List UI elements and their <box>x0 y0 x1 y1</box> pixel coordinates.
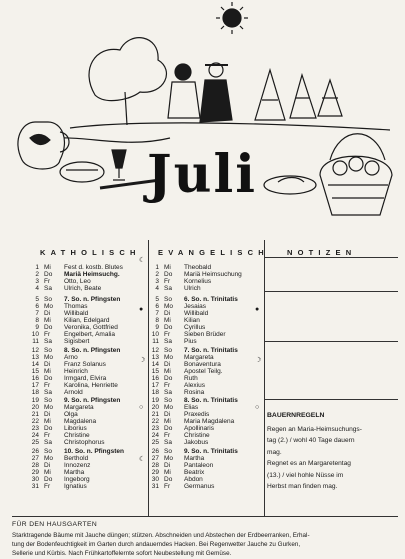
day-row <box>30 382 120 389</box>
day-row <box>150 375 238 382</box>
day-number: 5 <box>35 296 39 303</box>
day-row <box>30 411 120 418</box>
day-name: Praxedis <box>184 411 210 418</box>
day-row <box>30 317 120 324</box>
day-number: 1 <box>155 264 159 271</box>
day-number: 9 <box>155 324 159 331</box>
bauernregeln-line: tag (2.) / wohl 40 Tage dauern <box>267 437 355 444</box>
day-number: 11 <box>152 338 159 345</box>
day-row <box>30 285 123 292</box>
day-row <box>150 455 238 462</box>
day-name: Ignatius <box>64 483 87 490</box>
day-number: 31 <box>31 483 39 490</box>
day-name: Mariä Heimsuchg. <box>64 271 120 278</box>
week-block <box>30 264 123 292</box>
day-number: 22 <box>31 418 39 425</box>
day-name: Rosina <box>184 389 205 396</box>
day-row <box>150 278 242 285</box>
day-row <box>150 411 238 418</box>
day-name: Pantaleon <box>184 462 214 469</box>
day-name: Ruth <box>184 375 198 382</box>
day-name: Alexius <box>184 382 205 389</box>
day-row <box>150 361 238 368</box>
weekday: Fr <box>164 483 171 490</box>
day-number: 2 <box>155 271 159 278</box>
day-name: Kornelius <box>184 278 212 285</box>
day-name: Thomas <box>64 303 88 310</box>
day-number: 3 <box>35 278 39 285</box>
day-number: 16 <box>31 375 39 382</box>
day-name: Otto, Leo <box>64 278 91 285</box>
notes-rule <box>264 291 398 292</box>
day-name: Christine <box>64 432 90 439</box>
day-number: 7 <box>35 310 39 317</box>
weekday: Mo <box>44 303 54 310</box>
day-name: 7. So. n. Trinitatis <box>184 347 238 354</box>
day-row <box>30 278 123 285</box>
weekday: So <box>44 296 52 303</box>
moon-phase-icon: ☽ <box>139 357 146 364</box>
day-name: Karolina, Henriette <box>64 382 118 389</box>
day-row <box>150 347 238 354</box>
day-row <box>150 317 238 324</box>
day-name: Christine <box>184 432 210 439</box>
day-name: Veronika, Gottfried <box>64 324 118 331</box>
day-name: Ulrich, Beate <box>64 285 102 292</box>
notes-rule <box>264 341 398 342</box>
day-name: Willibald <box>64 310 89 317</box>
weekday: Mi <box>164 368 171 375</box>
day-number: 8 <box>35 317 39 324</box>
bread-icon <box>60 162 104 182</box>
day-name: Heinrich <box>64 368 88 375</box>
day-number: 7 <box>155 310 159 317</box>
weekday: Do <box>44 324 53 331</box>
bauernregeln-line: Regnet es an Margaretentag <box>267 460 351 467</box>
day-number: 1 <box>35 264 39 271</box>
day-name: Theobald <box>184 264 212 271</box>
weekday: Mi <box>44 317 51 324</box>
day-number: 2 <box>35 271 39 278</box>
day-row <box>30 404 120 411</box>
day-name: 9. So. n. Pfingsten <box>64 397 121 404</box>
day-name: 9. So. n. Trinitatis <box>184 448 238 455</box>
day-row <box>30 462 124 469</box>
weekday: Di <box>44 310 51 317</box>
week-block <box>30 347 120 396</box>
day-name: Margareta <box>64 404 94 411</box>
weekday: So <box>164 448 172 455</box>
day-number: 28 <box>31 462 39 469</box>
moon-phase-icon: ● <box>139 306 144 313</box>
weekday: Mo <box>44 354 54 361</box>
day-name: Kilian, Edelgard <box>64 317 110 324</box>
weekday: So <box>164 296 172 303</box>
day-number: 12 <box>151 347 159 354</box>
day-number: 24 <box>151 432 159 439</box>
day-name: Franz Solanus <box>64 361 106 368</box>
moon-phase-icon: ☾ <box>139 257 146 264</box>
week-block <box>150 296 238 345</box>
day-name: Christophorus <box>64 439 105 446</box>
day-row <box>150 432 238 439</box>
day-name: Maria Magdalena <box>184 418 235 425</box>
day-name: 8. So. n. Trinitatis <box>184 397 238 404</box>
day-row <box>150 331 238 338</box>
weekday: Mo <box>44 455 54 462</box>
month-title: Juli <box>147 144 257 205</box>
day-name: Magdalena <box>64 418 97 425</box>
day-number: 6 <box>35 303 39 310</box>
weekday: Sa <box>44 338 52 345</box>
moon-phase-icon: ○ <box>255 404 260 411</box>
day-row <box>150 448 238 455</box>
day-number: 20 <box>31 404 39 411</box>
day-row <box>30 389 120 396</box>
header-katholisch: KATHOLISCH <box>40 248 141 257</box>
day-row <box>150 324 238 331</box>
plate-icon <box>264 176 316 194</box>
weekday: Di <box>164 361 171 368</box>
day-number: 10 <box>151 331 159 338</box>
weekday: Di <box>164 310 171 317</box>
week-block <box>150 448 238 490</box>
day-row <box>30 439 120 446</box>
day-number: 13 <box>31 354 39 361</box>
day-row <box>30 264 123 271</box>
day-name: Martha <box>184 455 205 462</box>
day-row <box>150 303 238 310</box>
bauernregeln-line: mag. <box>267 448 282 456</box>
day-number: 15 <box>151 368 159 375</box>
weekday: Fr <box>44 483 51 490</box>
day-row <box>30 361 120 368</box>
day-name: Irmgard, Elvira <box>64 375 107 382</box>
day-number: 6 <box>155 303 159 310</box>
weekday: Fr <box>164 432 171 439</box>
bauernregeln-title: BAUERNREGELN <box>267 412 325 419</box>
week-block <box>150 264 242 292</box>
weekday: Sa <box>164 439 172 446</box>
day-row <box>150 462 238 469</box>
weekday: Mi <box>44 418 51 425</box>
day-row <box>150 476 238 483</box>
weekday: So <box>44 347 52 354</box>
week-block <box>30 296 120 345</box>
day-row <box>150 439 238 446</box>
day-number: 30 <box>31 476 39 483</box>
wheat-sheaves <box>255 70 342 120</box>
day-row <box>150 338 238 345</box>
day-number: 8 <box>155 317 159 324</box>
garden-tips <box>12 520 396 558</box>
day-row <box>30 397 120 404</box>
weekday: Do <box>164 375 173 382</box>
day-row <box>30 303 120 310</box>
weekday: Do <box>164 324 173 331</box>
day-number: 11 <box>32 338 39 345</box>
weekday: Mi <box>44 368 51 375</box>
day-row <box>150 271 242 278</box>
notes-rule <box>264 257 398 258</box>
day-name: Pius <box>184 338 197 345</box>
day-row <box>150 382 238 389</box>
weekday: Sa <box>164 338 172 345</box>
garden-tips-heading: FÜR DEN HAUSGARTEN <box>12 521 98 528</box>
weekday: Do <box>44 425 53 432</box>
header-notizen: NOTIZEN <box>287 248 357 257</box>
day-number: 22 <box>151 418 159 425</box>
weekday: Fr <box>164 278 171 285</box>
column-divider <box>264 240 265 516</box>
weekday: Di <box>164 411 171 418</box>
moon-phase-icon: ☽ <box>255 357 262 364</box>
notes-rule <box>264 399 398 400</box>
day-number: 13 <box>151 354 159 361</box>
day-name: Elias <box>184 404 199 411</box>
weekday: Do <box>164 425 173 432</box>
week-block <box>150 347 238 396</box>
bauernregeln <box>267 410 395 493</box>
glass-icon <box>112 150 126 180</box>
day-row <box>30 483 124 490</box>
day-row <box>30 375 120 382</box>
day-name: Ulrich <box>184 285 201 292</box>
day-name: Martha <box>64 469 85 476</box>
day-name: Sigisbert <box>64 338 90 345</box>
day-name: Arnold <box>64 389 83 396</box>
day-number: 31 <box>151 483 159 490</box>
day-number: 12 <box>31 347 39 354</box>
day-number: 23 <box>151 425 159 432</box>
weekday: Mi <box>164 317 171 324</box>
day-name: Germanus <box>184 483 215 490</box>
weekday: So <box>44 397 52 404</box>
day-name: Apostel Teilg. <box>184 368 223 375</box>
day-number: 19 <box>151 397 159 404</box>
day-name: Arno <box>64 354 78 361</box>
moon-phase-icon: ○ <box>139 404 144 411</box>
day-name: Kilian <box>184 317 200 324</box>
weekday: Fr <box>44 331 51 338</box>
bauernregeln-line: Regen an Maria-Heimsuchungs- <box>267 425 362 433</box>
day-row <box>150 425 238 432</box>
weekday: Mo <box>44 404 54 411</box>
day-number: 17 <box>151 382 159 389</box>
day-row <box>150 397 238 404</box>
day-name: Berthold <box>64 455 89 462</box>
day-row <box>150 469 238 476</box>
weekday: Mi <box>164 264 171 271</box>
day-name: Cyrillus <box>184 324 206 331</box>
footer-rule <box>12 516 398 517</box>
day-name: Innozenz <box>64 462 91 469</box>
day-number: 21 <box>151 411 159 418</box>
day-name: Olga <box>64 411 78 418</box>
day-row <box>150 418 238 425</box>
day-number: 4 <box>155 285 159 292</box>
day-name: Liborius <box>64 425 87 432</box>
weekday: So <box>164 347 172 354</box>
moon-phase-icon: ● <box>255 306 260 313</box>
day-name: 7. So. n. Pfingsten <box>64 296 121 303</box>
weekday: Di <box>164 462 171 469</box>
weekday: Fr <box>44 382 51 389</box>
day-name: Jesaias <box>184 303 207 310</box>
day-number: 28 <box>151 462 159 469</box>
day-number: 26 <box>31 448 39 455</box>
weekday: Do <box>44 271 53 278</box>
weekday: So <box>44 448 52 455</box>
day-number: 5 <box>155 296 159 303</box>
weekday: Di <box>44 462 51 469</box>
day-number: 29 <box>31 469 39 476</box>
weekday: Fr <box>164 382 171 389</box>
day-row <box>150 389 238 396</box>
day-row <box>30 354 120 361</box>
weekday: Do <box>44 375 53 382</box>
week-block <box>150 397 238 446</box>
day-number: 10 <box>31 331 39 338</box>
garden-tips-line: Starktragende Bäume mit Jauche düngen; stützen. Abschneiden und Abstechen der Erdbeerranken, Erhal- <box>12 532 310 540</box>
day-row <box>30 338 120 345</box>
day-name: Margareta <box>184 354 214 361</box>
day-name: Beatrix <box>184 469 205 476</box>
weekday: Fr <box>44 278 51 285</box>
day-number: 29 <box>151 469 159 476</box>
day-number: 14 <box>151 361 159 368</box>
day-row <box>30 432 120 439</box>
weekday: So <box>164 397 172 404</box>
day-row <box>30 448 124 455</box>
header-evangelisch: EVANGELISCH <box>158 248 269 257</box>
day-name: Fest d. kostb. Blutes <box>64 264 123 271</box>
bauernregeln-line: (13.) / viel hohle Nüsse im <box>267 471 344 479</box>
weekday: Mo <box>164 354 174 361</box>
weekday: Fr <box>164 331 171 338</box>
day-number: 17 <box>31 382 39 389</box>
day-row <box>150 296 238 303</box>
day-number: 21 <box>31 411 39 418</box>
day-name: Engelbert, Amalia <box>64 331 115 338</box>
day-row <box>30 331 120 338</box>
day-row <box>30 469 124 476</box>
day-name: 8. So. n. Pfingsten <box>64 347 121 354</box>
day-row <box>30 347 120 354</box>
weekday: Sa <box>44 285 52 292</box>
day-row <box>30 455 124 462</box>
weekday: Do <box>44 476 53 483</box>
weekday: Do <box>164 271 173 278</box>
day-row <box>30 271 123 278</box>
day-number: 18 <box>151 389 159 396</box>
day-number: 16 <box>151 375 159 382</box>
day-number: 9 <box>35 324 39 331</box>
weekday: Mo <box>164 404 174 411</box>
weekday: Do <box>164 476 173 483</box>
day-row <box>30 476 124 483</box>
day-number: 27 <box>151 455 159 462</box>
day-number: 20 <box>151 404 159 411</box>
day-row <box>30 310 120 317</box>
day-row <box>150 264 242 271</box>
day-name: 6. So. n. Trinitatis <box>184 296 238 303</box>
day-row <box>30 324 120 331</box>
column-divider <box>148 240 149 516</box>
day-number: 4 <box>35 285 39 292</box>
day-number: 30 <box>151 476 159 483</box>
day-name: Mariä Heimsuchung <box>184 271 242 278</box>
weekday: Mo <box>164 455 174 462</box>
weekday: Mo <box>164 303 174 310</box>
day-number: 25 <box>31 439 39 446</box>
weekday: Di <box>44 361 51 368</box>
day-name: Apollinaris <box>184 425 214 432</box>
weekday: Sa <box>164 389 172 396</box>
day-row <box>150 368 238 375</box>
day-row <box>30 368 120 375</box>
day-number: 15 <box>31 368 39 375</box>
day-name: Bonaventura <box>184 361 221 368</box>
weekday: Mi <box>164 418 171 425</box>
day-number: 25 <box>151 439 159 446</box>
day-name: Willibald <box>184 310 209 317</box>
day-name: Jakobus <box>184 439 209 446</box>
day-row <box>150 310 238 317</box>
weekday: Mi <box>44 469 51 476</box>
day-row <box>150 483 238 490</box>
harvest-illustration <box>0 0 405 232</box>
basket-icon <box>320 134 392 215</box>
day-name: Ingeborg <box>64 476 90 483</box>
weekday: Mi <box>44 264 51 271</box>
garden-tips-line: tung der Bodenfeuchtigkeit im Garten durch andauerndes Hacken. Bei Regenwetter Jauche zu Gurken, <box>12 541 301 549</box>
day-number: 26 <box>151 448 159 455</box>
day-number: 24 <box>31 432 39 439</box>
day-number: 19 <box>31 397 39 404</box>
day-row <box>30 296 120 303</box>
day-name: Sieben Brüder <box>184 331 226 338</box>
weekday: Di <box>44 411 51 418</box>
garden-tips-line: Sellerie und Kürbis. Nach Frühkartoffelernte sofort Neubestellung mit Gemüse. <box>12 550 232 558</box>
day-row <box>30 425 120 432</box>
day-number: 18 <box>31 389 39 396</box>
day-name: 10. So. n. Pfingsten <box>64 448 124 455</box>
weekday: Sa <box>44 439 52 446</box>
farmer-figures <box>168 63 232 122</box>
weekday: Fr <box>44 432 51 439</box>
week-block <box>30 448 124 490</box>
bauernregeln-line: Herbst man finden mag. <box>267 483 338 490</box>
day-row <box>150 354 238 361</box>
weekday: Sa <box>164 285 172 292</box>
day-number: 14 <box>31 361 39 368</box>
weekday: Mi <box>164 469 171 476</box>
week-block <box>30 397 120 446</box>
day-number: 23 <box>31 425 39 432</box>
day-row <box>30 418 120 425</box>
moon-phase-icon: ☾ <box>139 456 146 463</box>
sun-icon <box>216 2 248 34</box>
weekday: Sa <box>44 389 52 396</box>
day-name: Abdon <box>184 476 203 483</box>
day-number: 3 <box>155 278 159 285</box>
jug-icon <box>18 122 69 169</box>
day-row <box>150 404 238 411</box>
day-number: 27 <box>31 455 39 462</box>
day-row <box>150 285 242 292</box>
